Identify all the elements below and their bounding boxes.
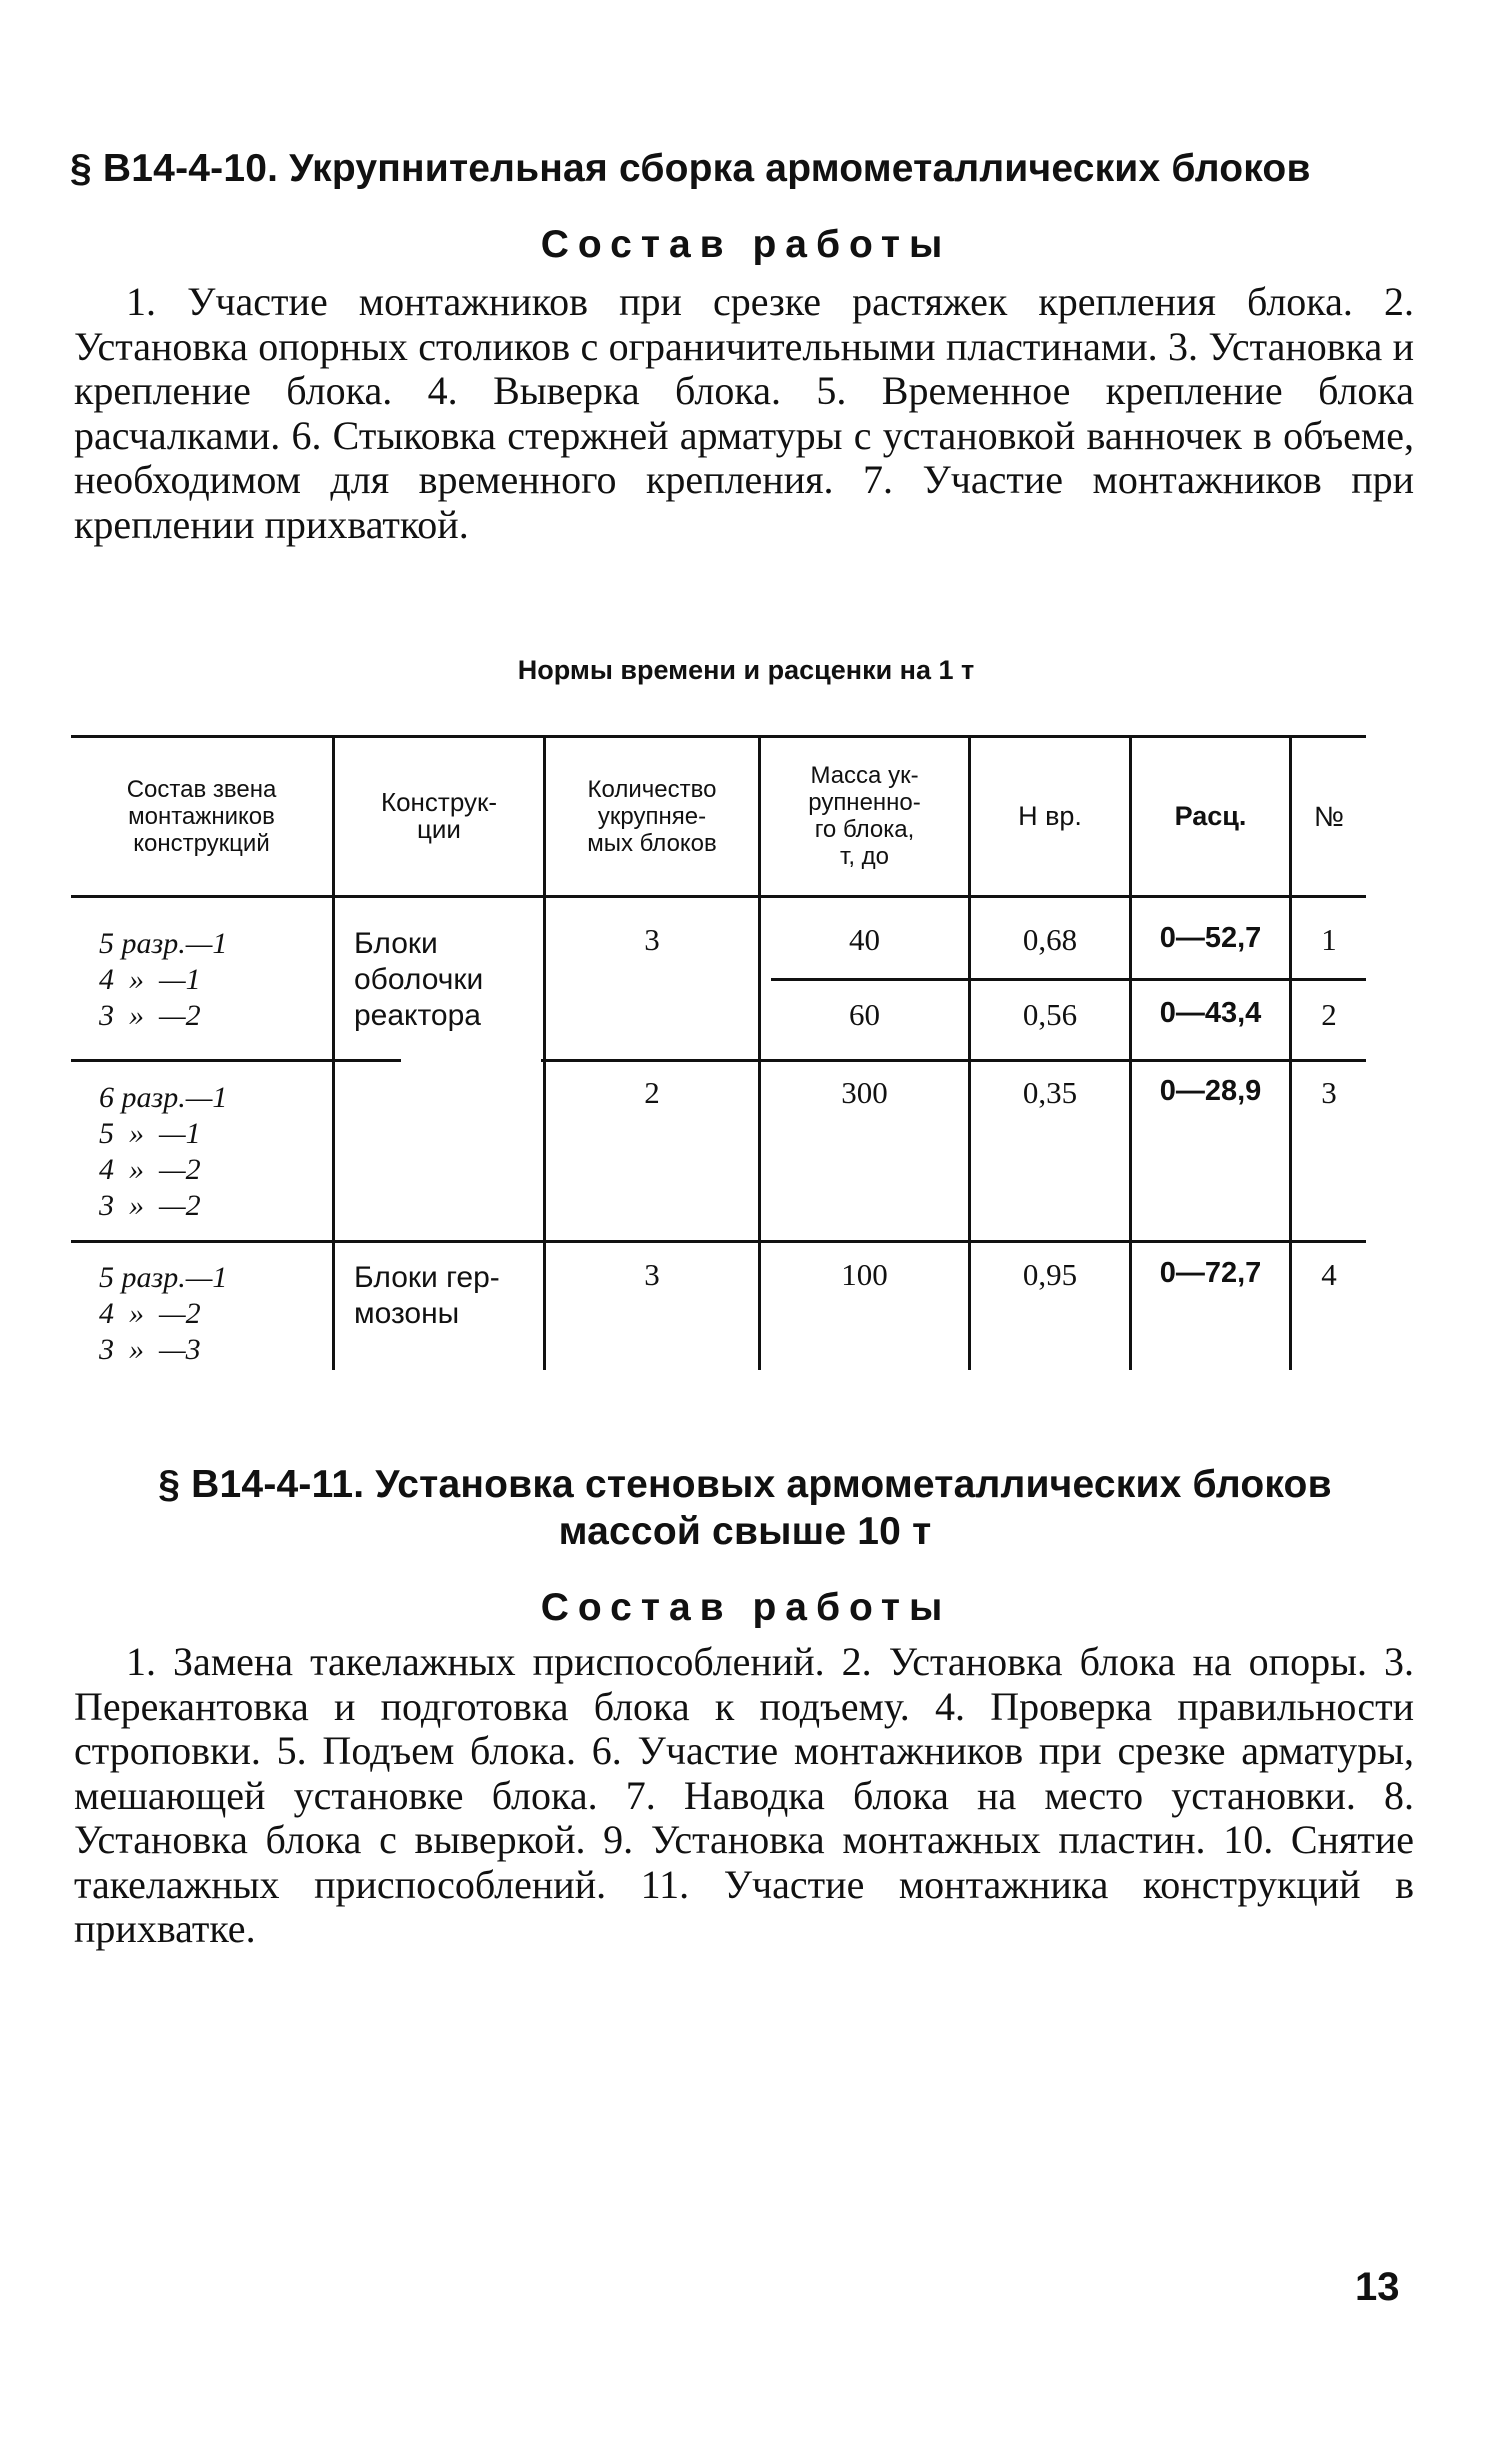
row2-number: 2 xyxy=(1321,997,1337,1032)
header-block-qty: Количество укрупняе- мых блоков xyxy=(587,775,717,857)
row4-time-norm: 0,95 xyxy=(1022,1257,1078,1292)
row1-number: 1 xyxy=(1321,922,1337,957)
section-body-text: 1. Участие монтажников при срезке растяжек крепления блока. 2. Установка опорных столиков с ограничительными пластинами. 3. Установка и крепление блока. 4. Выверка блока. 5. Временное крепление блока расчалками. 6. Стыковка стержней арматуры с установкой ванночек в объеме, необходимом для временного крепления. 7. Участие монтажников при креплении прихваткой. xyxy=(74,279,1414,547)
section-title-b14-4-10: § В14-4-10. Укрупнительная сборка армометаллических блоков xyxy=(70,147,1311,190)
row3-rate: 0—28,9 xyxy=(1159,1075,1262,1107)
row1-rate: 0—52,7 xyxy=(1159,922,1262,954)
row4-rate: 0—72,7 xyxy=(1159,1257,1262,1289)
crew-composition-2: 6 разр.—1 5 » —1 4 » —2 3 » —2 xyxy=(99,1081,228,1222)
crew-composition-3: 5 разр.—1 4 » —2 3 » —3 xyxy=(99,1261,228,1366)
table-rule-top xyxy=(71,735,1366,738)
table-rule-row1 xyxy=(771,978,1366,981)
row3-qty: 2 xyxy=(644,1075,660,1110)
row3-time-norm: 0,35 xyxy=(1022,1075,1078,1110)
table-rule-header xyxy=(71,895,1366,898)
row4-mass: 100 xyxy=(841,1257,888,1292)
row3-number: 3 xyxy=(1321,1075,1337,1110)
table-rule-crew1 xyxy=(71,1059,401,1062)
row1-mass: 40 xyxy=(849,922,880,957)
row1-qty: 3 xyxy=(644,922,660,957)
header-number: № xyxy=(1313,800,1345,832)
row2-rate: 0—43,4 xyxy=(1159,997,1262,1029)
section-title-b14-4-11-line2: массой свыше 10 т xyxy=(558,1510,932,1553)
header-rate: Расц. xyxy=(1174,800,1247,831)
section2-subtitle: Состав работы xyxy=(540,1586,952,1629)
row2-time-norm: 0,56 xyxy=(1022,997,1078,1032)
page-number: 13 xyxy=(1355,2265,1400,2309)
row1-time-norm: 0,68 xyxy=(1022,922,1078,957)
header-crew: Состав звена монтажников конструкций xyxy=(126,775,277,857)
construction-containment: Блоки гер- мозоны xyxy=(354,1261,500,1330)
header-constructions: Конструк- ции xyxy=(380,787,498,844)
crew-composition-1: 5 разр.—1 4 » —1 3 » —2 xyxy=(99,927,228,1032)
row2-mass: 60 xyxy=(849,997,880,1032)
section-subtitle: Состав работы xyxy=(540,223,952,266)
table-rule-row3 xyxy=(71,1240,1366,1243)
construction-reactor-shell: Блоки оболочки реактора xyxy=(354,927,484,1032)
row4-number: 4 xyxy=(1321,1257,1337,1292)
norms-table xyxy=(71,735,1366,1370)
row4-qty: 3 xyxy=(644,1257,660,1292)
header-block-mass: Масса ук- рупненно- го блока, т, до xyxy=(808,762,921,870)
table-caption: Нормы времени и расценки на 1 т xyxy=(517,655,975,685)
header-time-norm: Н вр. xyxy=(1018,800,1082,831)
row3-mass: 300 xyxy=(841,1075,888,1110)
table-rule-row2 xyxy=(541,1059,1366,1062)
section-title-b14-4-11: § В14-4-11. Установка стеновых армометаллических блоков xyxy=(158,1463,1332,1506)
section2-body-text: 1. Замена такелажных приспособлений. 2. Установка блока на опоры. 3. Перекантовка и подготовка блока к подъему. 4. Проверка правильности строповки. 5. Подъем блока. 6. Участие монтажников при срезке арматуры, мешающей установке блока. 7. Наводка блока на место установки. 8. Установка блока с выверкой. 9. Установка монтажных пластин. 10. Снятие такелажных приспособлений. 11. Участие монтажника конструкций в прихватке. xyxy=(74,1639,1414,1951)
